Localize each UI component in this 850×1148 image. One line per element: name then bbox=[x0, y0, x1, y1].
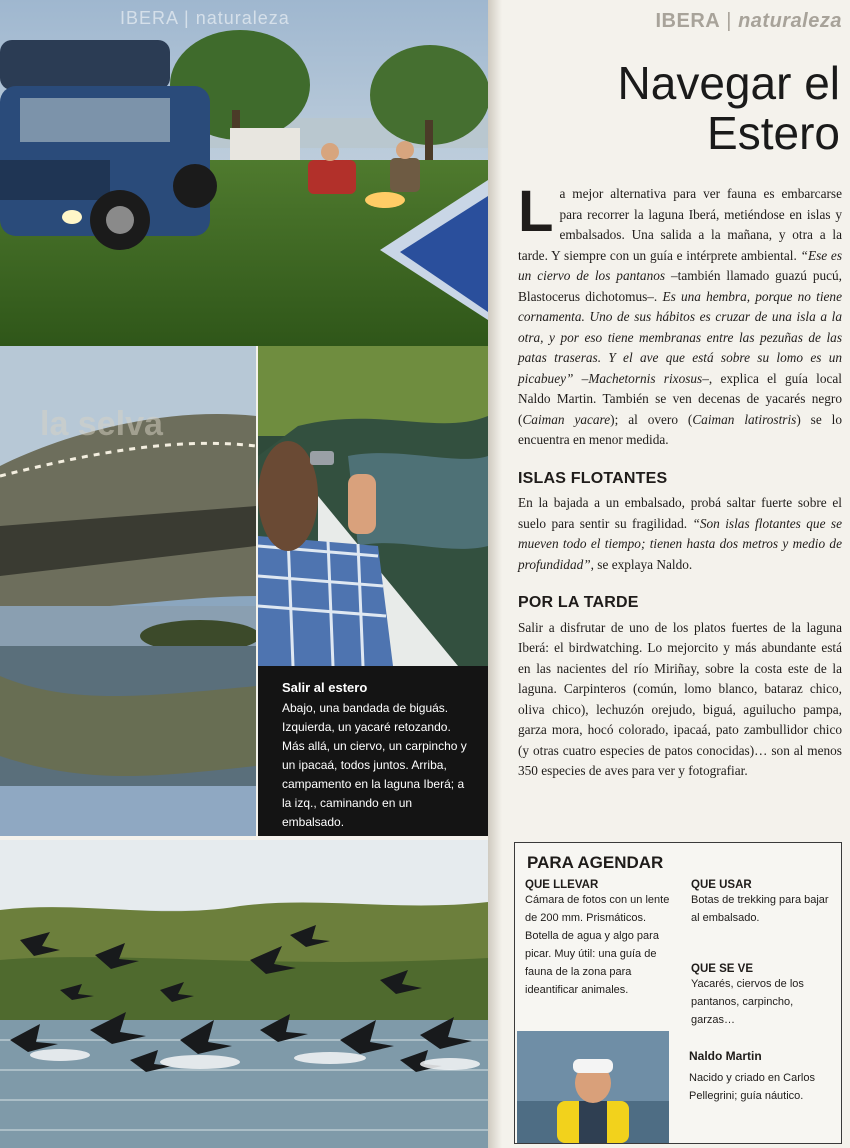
intro-end: –, explica el guía local Naldo Martin. También se ven decenas de yacarés negro ( bbox=[518, 370, 842, 427]
ghost-bleedthrough-heading: la selva bbox=[40, 405, 163, 443]
guide-quote-2: Es una hembra, porque no tiene cornamenta. Uno de sus hábitos es cruzar de una isla a la otra, y por eso tiene membranas entre las pezuñas de las patas traseras. Y el ave que está sobre su lomo es un picabuey” bbox=[518, 288, 842, 386]
article-body bbox=[518, 179, 842, 782]
scientific-name-caiman-latirostris: Caiman latirostris bbox=[692, 411, 797, 427]
que-se-ve-text: Yacarés, ciervos de los pantanos, carpincho, garzas… bbox=[691, 978, 804, 1026]
que-se-ve-heading: QUE SE VE bbox=[691, 963, 753, 975]
drop-cap: L bbox=[518, 179, 554, 244]
camp-photo bbox=[0, 0, 488, 346]
section-place: IBERA bbox=[655, 10, 721, 32]
intro-lead: a mejor alternativa para ver fauna es embarcarse para recorrer la laguna Iberá, metiéndose en islas y embalsados. Una salida a la mañana, y otra a la tarde. Y siempre con un guía e intérprete ambiental. bbox=[518, 186, 842, 263]
caption-title: Salir al estero bbox=[282, 680, 368, 695]
que-llevar bbox=[525, 879, 677, 999]
caption-text: Abajo, una bandada de biguás. Izquierda, un yacaré retozando. Más allá, un ciervo, un carpincho y un ipacaá, todos juntos. Arriba, campamento en la laguna Iberá; a la izq., caminando en un embalsado. bbox=[282, 701, 467, 829]
que-usar bbox=[691, 879, 836, 927]
agenda-title: PARA AGENDAR bbox=[527, 853, 664, 872]
que-usar-heading: QUE USAR bbox=[691, 879, 752, 891]
section-category: naturaleza bbox=[738, 10, 842, 32]
scientific-name-caiman-yacare: Caiman yacare bbox=[522, 411, 611, 427]
intro-end-2: ); al overo ( bbox=[610, 411, 693, 427]
intro-paragraph bbox=[518, 179, 842, 451]
subhead-islas-flotantes: ISLAS FLOTANTES bbox=[518, 469, 668, 487]
para-agendar-box bbox=[514, 842, 842, 1144]
page-gutter bbox=[488, 0, 502, 1148]
guide-name: Naldo Martin bbox=[689, 1049, 762, 1063]
ghost-bleedthrough-text: IBERA | naturaleza bbox=[120, 8, 290, 28]
islas-paragraph bbox=[518, 493, 842, 575]
islas-lead: En la bajada a un embalsado, probá saltar fuerte sobre el suelo para sentir su fragilidad. bbox=[518, 495, 842, 531]
que-usar-text: Botas de trekking para bajar al embalsado. bbox=[691, 894, 829, 924]
birds-photo bbox=[0, 840, 488, 1148]
intro-mid: –también llamado guazú pucú, Blastocerus dichotomus–. bbox=[518, 268, 842, 304]
section-tag bbox=[656, 10, 843, 33]
scientific-name: Machetornis rixosus bbox=[588, 370, 703, 386]
guide-quote-1: “Ese es un ciervo de los pantanos bbox=[518, 247, 842, 283]
canoe-photo bbox=[258, 346, 488, 666]
tarde-paragraph: Salir a disfrutar de uno de los platos fuertes de la laguna Iberá: el birdwatching. Lo mejorcito y más abundante está en las nacientes del río Miriñay, sobre la costa este de la laguna. Carpinteros (común, lomo blanco, bataraz chico, oliva chico), lechuzón orejudo, biguá, aguilucho pampa, garza mora, hocó colorado, ipacaá, pato zambullidor chico (y otras cuatro especies de patos conocidas)… son al menos 350 especies de aves para ver y fotografiar. bbox=[518, 619, 842, 778]
islas-quote: “Son islas flotantes que se mueven todo el tiempo; tienen hasta dos metros y medio de profundidad” bbox=[518, 515, 842, 572]
guide-portrait bbox=[517, 1031, 669, 1143]
intro-dash: – bbox=[573, 370, 589, 386]
que-llevar-heading: QUE LLEVAR bbox=[525, 879, 599, 891]
guide-profile bbox=[689, 1049, 837, 1105]
guide-bio: Nacido y criado en Carlos Pellegrini; guía náutico. bbox=[689, 1072, 815, 1102]
intro-end-3: ) se lo encuentra en menor medida. bbox=[518, 411, 842, 447]
subhead-por-la-tarde: POR LA TARDE bbox=[518, 594, 639, 611]
photo-caption bbox=[258, 666, 488, 836]
que-se-ve bbox=[691, 963, 836, 1029]
section-separator: | bbox=[726, 10, 732, 32]
article-headline: Navegar el Estero bbox=[617, 57, 840, 159]
islas-end: , se explaya Naldo. bbox=[590, 556, 693, 572]
que-llevar-text: Cámara de fotos con un lente de 200 mm. Prismáticos. Botella de agua y algo para picar. Muy útil: una guía de fauna de la zona para ideantificar animales. bbox=[525, 894, 670, 996]
